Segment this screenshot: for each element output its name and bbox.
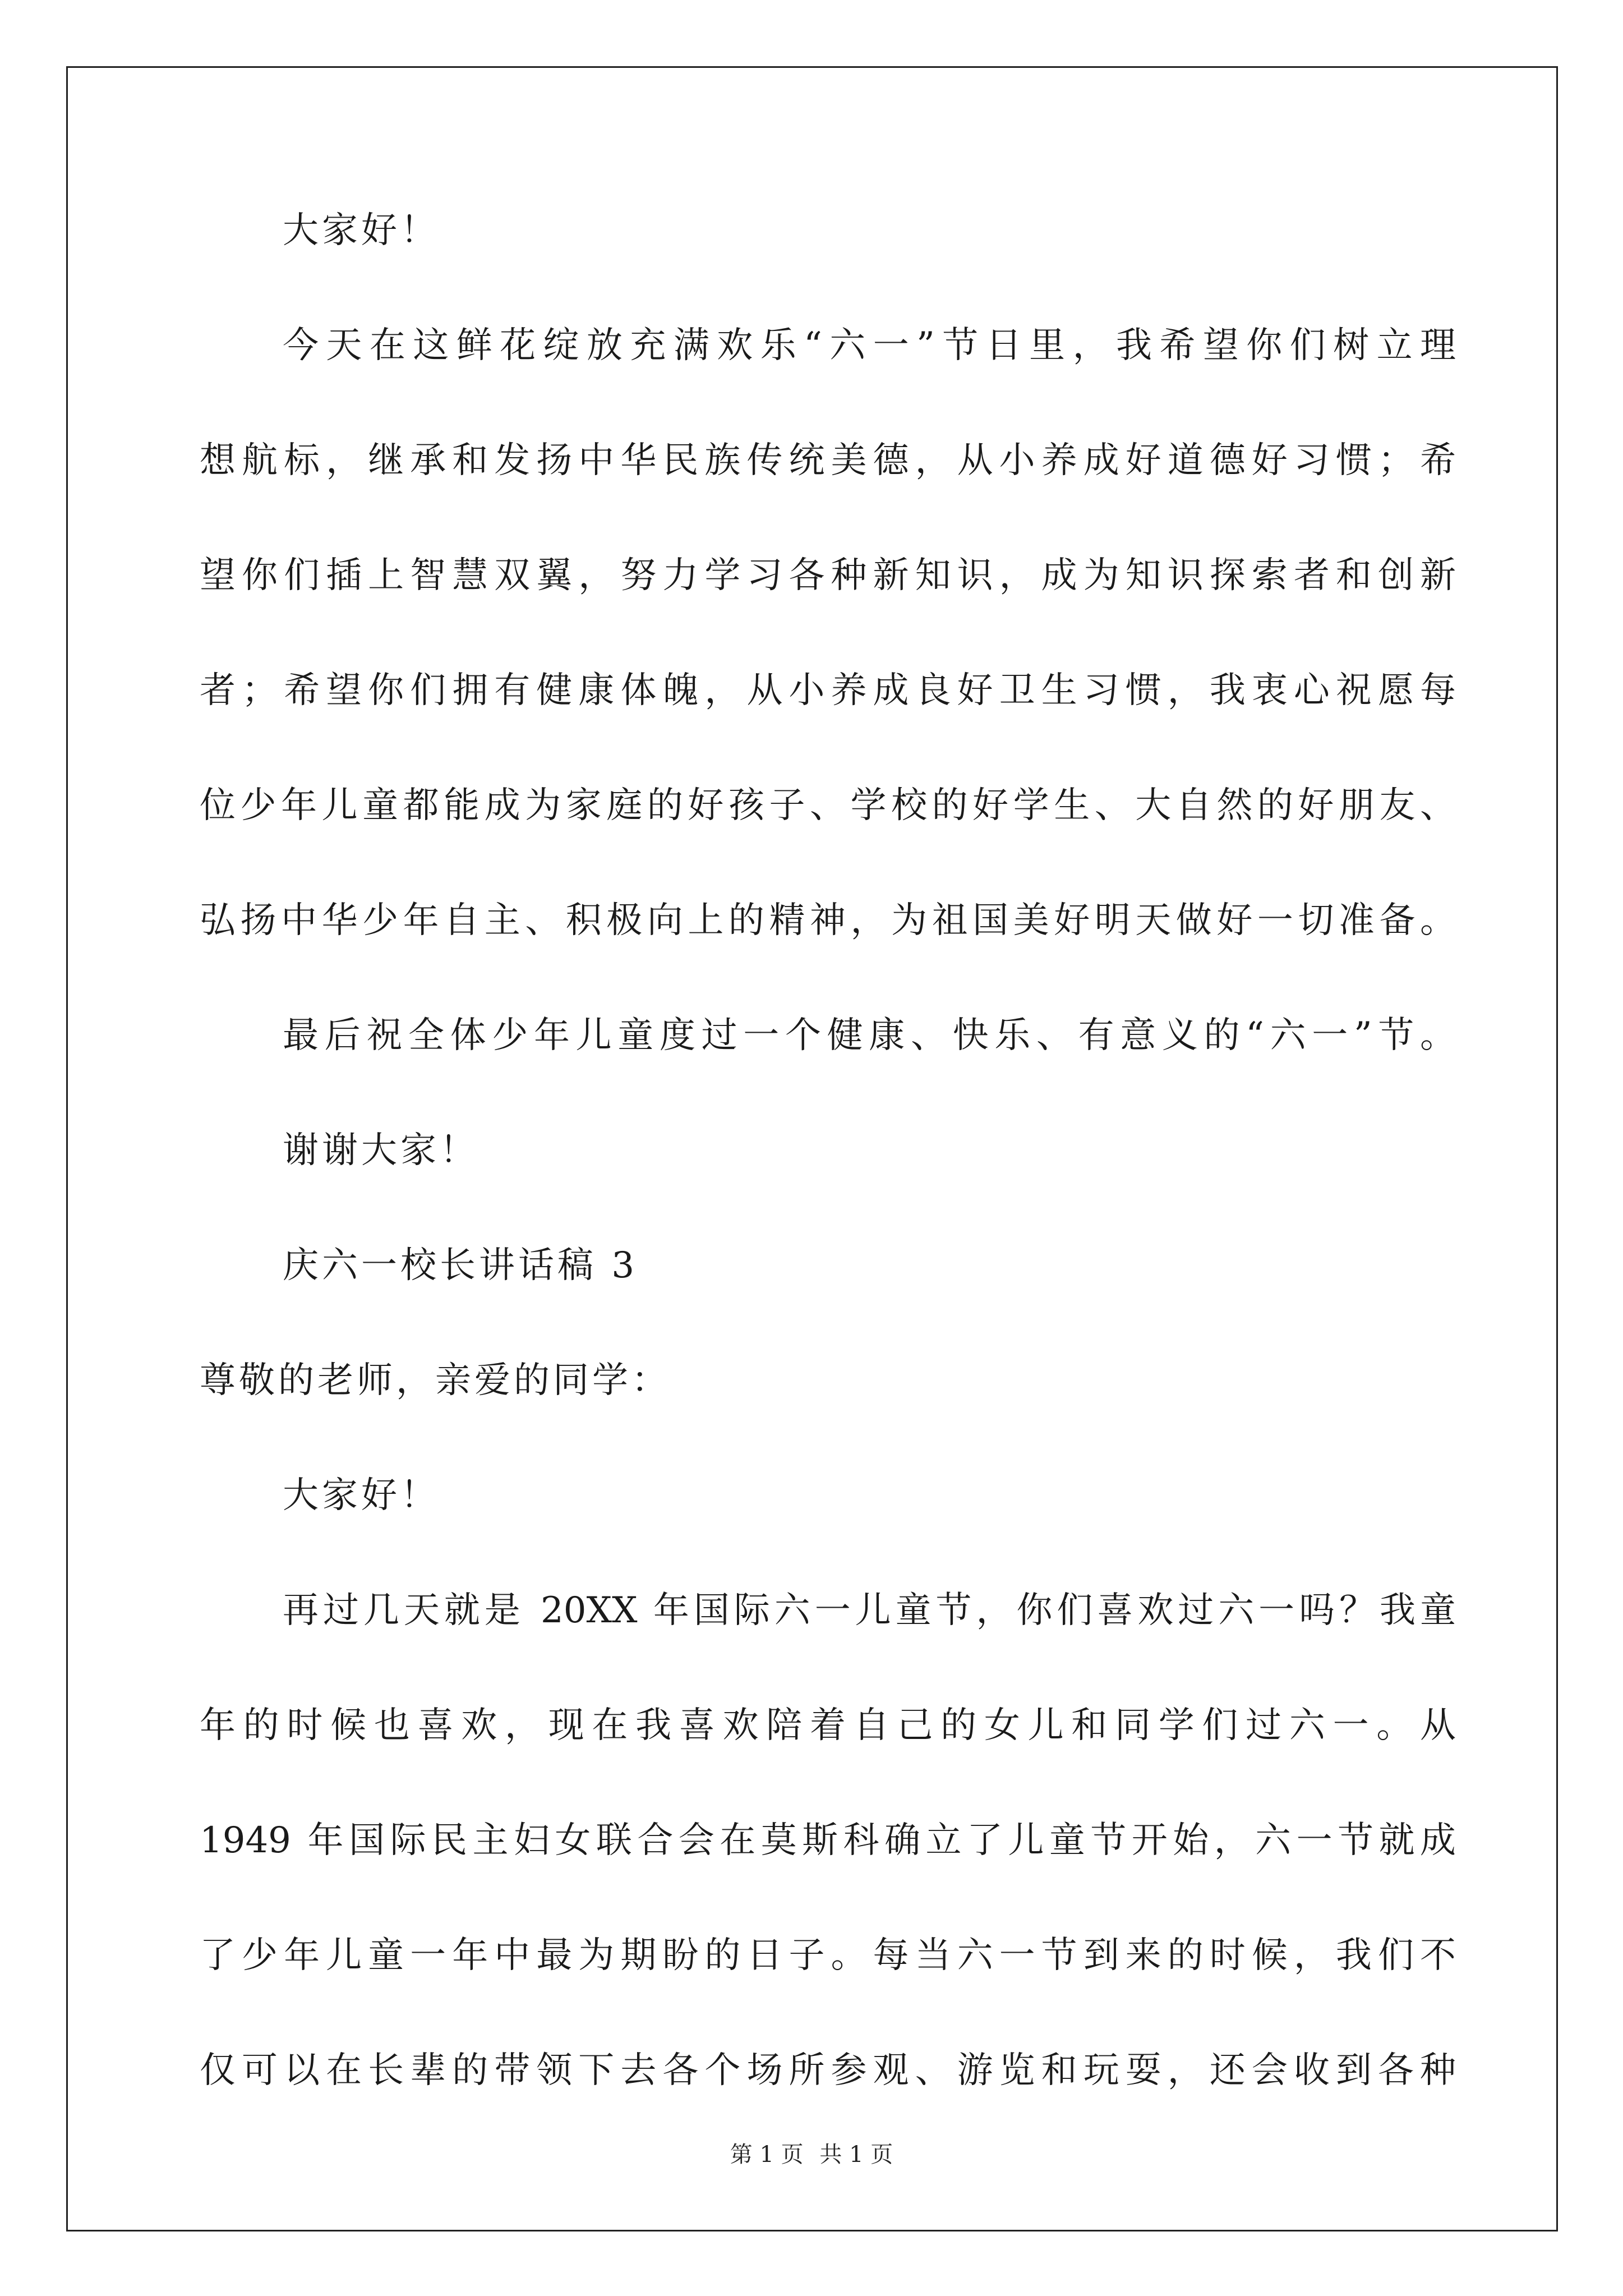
paragraph-line: 想航标，继承和发扬中华民族传统美德，从小养成好道德好习惯；希 — [200, 440, 1456, 481]
paragraph-line: 最后祝全体少年儿童度过一个健康、快乐、有意义的“六一”节。 — [283, 1015, 1456, 1056]
paragraph-line: 大家好！ — [283, 1475, 440, 1516]
paragraph-line: 今天在这鲜花绽放充满欢乐“六一”节日里，我希望你们树立理 — [283, 325, 1456, 366]
paragraph-line: 大家好！ — [283, 210, 440, 251]
page-total: 共 1 页 — [819, 2142, 893, 2168]
salutation: 尊敬的老师，亲爱的同学： — [200, 1360, 671, 1401]
paragraph-line: 了少年儿童一年中最为期盼的日子。每当六一节到来的时候，我们不 — [200, 1935, 1456, 1976]
paragraph-line: 1949 年国际民主妇女联合会在莫斯科确立了儿童节开始，六一节就成 — [200, 1820, 1456, 1861]
page-footer — [0, 2141, 1623, 2169]
paragraph-line: 再过几天就是 20XX 年国际六一儿童节，你们喜欢过六一吗？我童 — [283, 1590, 1456, 1631]
page-number: 第 1 页 — [730, 2142, 804, 2168]
section-heading: 庆六一校长讲话稿 3 — [283, 1245, 638, 1286]
paragraph-line: 者；希望你们拥有健康体魄，从小养成良好卫生习惯，我衷心祝愿每 — [200, 670, 1456, 711]
paragraph-line: 谢谢大家！ — [283, 1130, 479, 1171]
paragraph-line: 年的时候也喜欢，现在我喜欢陪着自己的女儿和同学们过六一。从 — [200, 1705, 1456, 1746]
paragraph-line: 仅可以在长辈的带领下去各个场所参观、游览和玩耍，还会收到各种 — [200, 2050, 1456, 2091]
paragraph-line: 望你们插上智慧双翼，努力学习各种新知识，成为知识探索者和创新 — [200, 555, 1456, 596]
paragraph-line: 位少年儿童都能成为家庭的好孩子、学校的好学生、大自然的好朋友、 — [200, 785, 1456, 826]
paragraph-line: 弘扬中华少年自主、积极向上的精神，为祖国美好明天做好一切准备。 — [200, 900, 1456, 941]
